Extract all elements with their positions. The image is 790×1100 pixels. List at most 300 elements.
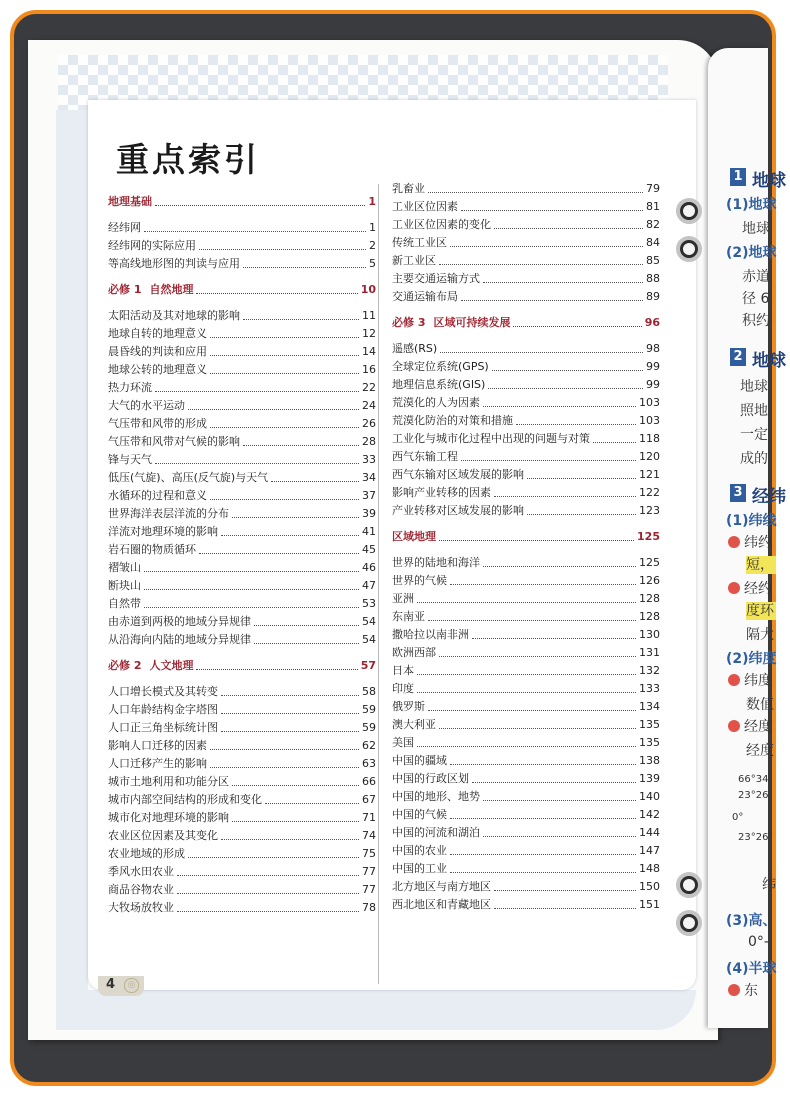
entry-label: 俄罗斯	[392, 700, 425, 713]
dot-leader	[461, 300, 643, 301]
index-entry[interactable]	[392, 643, 660, 661]
index-entry[interactable]	[392, 339, 660, 357]
entry-label: 中国的河流和湖泊	[392, 826, 480, 839]
entry-page-number: 96	[644, 316, 660, 329]
text-line: 0°-	[748, 934, 769, 950]
dot-leader	[199, 553, 359, 554]
entry-page-number: 14	[362, 345, 376, 358]
entry-label: 人口迁移产生的影响	[108, 757, 207, 770]
text-line: 地球	[742, 221, 770, 237]
entry-page-number: 142	[639, 808, 660, 821]
entry-label: 东南亚	[392, 610, 425, 623]
entry-label: 工业化与城市化过程中出现的问题与对策	[392, 432, 590, 445]
index-entry[interactable]	[108, 898, 376, 916]
index-entry[interactable]	[392, 269, 660, 287]
text-line: 径 6	[742, 291, 770, 307]
entry-page-number: 151	[639, 898, 660, 911]
entry-page-number: 148	[639, 862, 660, 875]
index-entry[interactable]	[392, 715, 660, 733]
index-entry[interactable]	[392, 679, 660, 697]
dot-leader	[450, 872, 636, 873]
entry-label: 人口正三角坐标统计图	[108, 721, 218, 734]
dot-leader	[417, 602, 636, 603]
dot-leader	[210, 337, 359, 338]
entry-label: 西气东输对区域发展的影响	[392, 468, 524, 481]
entry-page-number: 99	[646, 378, 660, 391]
entry-page-number: 1	[369, 221, 376, 234]
dot-leader	[144, 571, 359, 572]
entry-label: 区域地理	[392, 530, 436, 543]
entry-label: 城市土地利用和功能分区	[108, 775, 229, 788]
entry-page-number: 66	[362, 775, 376, 788]
index-entry[interactable]	[108, 324, 376, 342]
entry-label: 太阳活动及其对地球的影响	[108, 309, 240, 322]
entry-label: 主要交通运输方式	[392, 272, 480, 285]
index-entry[interactable]	[392, 589, 660, 607]
section-heading: 地球	[752, 351, 786, 371]
entry-page-number: 78	[362, 901, 376, 914]
index-entry[interactable]	[392, 841, 660, 859]
dot-leader	[417, 692, 636, 693]
diagram-label: 0°	[732, 812, 744, 823]
diagram-label: 23°26'	[738, 790, 772, 801]
index-entry[interactable]	[108, 468, 376, 486]
entry-label: 农业地域的形成	[108, 847, 185, 860]
entry-page-number: 138	[639, 754, 660, 767]
index-section-heading[interactable]	[392, 313, 660, 331]
sub-heading: (2)纬度	[726, 651, 777, 667]
index-entry[interactable]	[108, 486, 376, 504]
index-entry[interactable]	[392, 697, 660, 715]
entry-label: 低压(气旋)、高压(反气旋)与天气	[108, 471, 269, 484]
entry-label: 经纬网的实际应用	[108, 239, 196, 252]
index-entry[interactable]	[108, 682, 376, 700]
dot-leader	[472, 638, 636, 639]
entry-page-number: 67	[362, 793, 376, 806]
entry-label: 地理基础	[108, 195, 152, 208]
next-page	[708, 48, 786, 1028]
index-entry[interactable]	[108, 880, 376, 898]
index-entry[interactable]	[108, 522, 376, 540]
entry-page-number: 128	[639, 610, 660, 623]
index-entry[interactable]	[392, 751, 660, 769]
dot-leader	[494, 890, 636, 891]
entry-label: 大牧场放牧业	[108, 901, 174, 914]
entry-label: 欧洲西部	[392, 646, 436, 659]
entry-page-number: 37	[362, 489, 376, 502]
dot-leader	[472, 782, 636, 783]
index-entry[interactable]	[108, 718, 376, 736]
text-line: 度环	[746, 603, 774, 619]
dot-leader	[428, 192, 643, 193]
index-entry[interactable]	[392, 571, 660, 589]
entry-label: 农业区位因素及其变化	[108, 829, 218, 842]
dot-leader	[210, 749, 359, 750]
dot-leader	[440, 352, 643, 353]
entry-page-number: 58	[362, 685, 376, 698]
index-entry[interactable]	[392, 233, 660, 251]
dot-leader	[439, 656, 636, 657]
index-entry[interactable]	[392, 375, 660, 393]
dot-leader	[232, 517, 359, 518]
dot-leader	[210, 427, 359, 428]
entry-label: 人文地理	[149, 659, 194, 672]
entry-page-number: 57	[360, 659, 376, 672]
entry-label: 工业区位因素	[392, 200, 458, 213]
index-entry[interactable]	[108, 396, 376, 414]
entry-label: 自然地理	[149, 283, 194, 296]
entry-page-number: 79	[646, 182, 660, 195]
index-entry[interactable]	[108, 844, 376, 862]
entry-label: 中国的农业	[392, 844, 447, 857]
entry-page-number: 150	[639, 880, 660, 893]
sub-heading: (3)高、	[726, 913, 777, 929]
entry-label: 褶皱山	[108, 561, 141, 574]
index-section-heading[interactable]	[392, 527, 660, 545]
entry-page-number: 144	[639, 826, 660, 839]
entry-label: 美国	[392, 736, 414, 749]
text-line: 积约	[742, 313, 770, 329]
index-entry[interactable]	[108, 772, 376, 790]
entry-page-number: 135	[639, 736, 660, 749]
binder-ring-icon	[676, 236, 702, 262]
dot-leader	[450, 764, 636, 765]
entry-page-number: 89	[646, 290, 660, 303]
dot-leader	[177, 875, 359, 876]
dot-leader	[450, 584, 636, 585]
index-entry[interactable]	[108, 700, 376, 718]
text-line: 经度	[744, 719, 772, 735]
index-entry[interactable]	[108, 378, 376, 396]
entry-label: 区域可持续发展	[433, 316, 511, 329]
dot-leader	[221, 535, 359, 536]
dot-leader	[439, 540, 634, 541]
entry-page-number: 132	[639, 664, 660, 677]
dot-leader	[232, 821, 359, 822]
text-line: 东	[744, 983, 758, 999]
entry-page-number: 77	[362, 865, 376, 878]
dot-leader	[450, 818, 636, 819]
index-entry[interactable]	[392, 429, 660, 447]
dot-leader	[450, 854, 636, 855]
entry-label: 热力环流	[108, 381, 152, 394]
dot-leader	[254, 625, 359, 626]
entry-label: 晨昏线的判读和应用	[108, 345, 207, 358]
index-entry[interactable]	[392, 661, 660, 679]
entry-label: 世界的气候	[392, 574, 447, 587]
entry-page-number: 47	[362, 579, 376, 592]
dot-leader	[188, 409, 359, 410]
dot-leader	[144, 607, 359, 608]
index-entry[interactable]	[392, 553, 660, 571]
entry-page-number: 82	[646, 218, 660, 231]
index-entry[interactable]	[108, 414, 376, 432]
section-number-box: 2	[730, 348, 746, 366]
entry-page-number: 59	[362, 703, 376, 716]
entry-label: 西北地区和青藏地区	[392, 898, 491, 911]
dot-leader	[196, 669, 357, 670]
dot-leader	[417, 674, 636, 675]
entry-label: 气压带和风带的形成	[108, 417, 207, 430]
entry-label: 锋与天气	[108, 453, 152, 466]
dot-leader	[199, 249, 366, 250]
entry-label: 交通运输布局	[392, 290, 458, 303]
entry-page-number: 59	[362, 721, 376, 734]
index-column-right	[392, 179, 660, 913]
index-entry[interactable]	[392, 411, 660, 429]
entry-label: 人口增长模式及其转变	[108, 685, 218, 698]
text-line: 经度	[746, 743, 774, 759]
entry-page-number: 103	[639, 414, 660, 427]
dot-leader	[155, 463, 359, 464]
entry-label: 影响产业转移的因素	[392, 486, 491, 499]
entry-label: 人口年龄结构金字塔图	[108, 703, 218, 716]
dot-leader	[461, 460, 636, 461]
index-entry[interactable]	[392, 805, 660, 823]
dot-leader	[144, 231, 366, 232]
entry-page-number: 123	[639, 504, 660, 517]
index-entry[interactable]	[108, 576, 376, 594]
index-entry[interactable]	[108, 236, 376, 254]
dot-leader	[439, 728, 636, 729]
dot-leader	[527, 478, 636, 479]
dot-leader	[243, 445, 359, 446]
index-entry[interactable]	[108, 808, 376, 826]
entry-page-number: 33	[362, 453, 376, 466]
dot-leader	[271, 481, 359, 482]
dot-leader	[243, 267, 366, 268]
entry-label: 断块山	[108, 579, 141, 592]
entry-page-number: 54	[362, 615, 376, 628]
text-line: 赤道	[742, 269, 770, 285]
binder-ring-icon	[676, 910, 702, 936]
dot-leader	[439, 264, 643, 265]
dot-leader	[221, 713, 359, 714]
index-entry[interactable]	[108, 432, 376, 450]
entry-label: 商品谷物农业	[108, 883, 174, 896]
entry-label: 季风水田农业	[108, 865, 174, 878]
index-entry[interactable]	[392, 465, 660, 483]
index-entry[interactable]	[108, 254, 376, 272]
dot-leader	[483, 406, 636, 407]
index-entry[interactable]	[108, 342, 376, 360]
dot-leader	[527, 514, 636, 515]
index-entry[interactable]	[392, 607, 660, 625]
entry-label: 气压带和风带对气候的影响	[108, 435, 240, 448]
entry-page-number: 77	[362, 883, 376, 896]
dot-leader	[221, 731, 359, 732]
index-entry[interactable]	[108, 504, 376, 522]
entry-page-number: 98	[646, 342, 660, 355]
dot-leader	[483, 566, 636, 567]
bullet-icon	[728, 536, 740, 548]
dot-leader	[221, 695, 359, 696]
index-entry[interactable]	[108, 612, 376, 630]
index-entry[interactable]	[392, 287, 660, 305]
index-entry[interactable]	[108, 450, 376, 468]
sub-heading: (2)地球	[726, 245, 777, 261]
entry-page-number: 46	[362, 561, 376, 574]
index-entry[interactable]	[392, 483, 660, 501]
index-entry[interactable]	[392, 859, 660, 877]
page-title: 重点索引	[116, 140, 260, 179]
entry-label: 经纬网	[108, 221, 141, 234]
dot-leader	[155, 391, 359, 392]
text-line: 照地	[740, 403, 768, 419]
index-entry[interactable]	[392, 877, 660, 895]
entry-label: 印度	[392, 682, 414, 695]
text-line: 纬	[762, 877, 776, 893]
section-number: 必修 3	[392, 316, 426, 329]
entry-label: 地球公转的地理意义	[108, 363, 207, 376]
index-entry[interactable]	[108, 862, 376, 880]
index-entry[interactable]	[392, 501, 660, 519]
entry-page-number: 135	[639, 718, 660, 731]
entry-label: 由赤道到两极的地域分异规律	[108, 615, 251, 628]
entry-label: 中国的气候	[392, 808, 447, 821]
index-entry[interactable]	[392, 357, 660, 375]
section-number-box: 3	[730, 484, 746, 502]
dot-leader	[494, 908, 636, 909]
entry-page-number: 88	[646, 272, 660, 285]
index-entry[interactable]	[108, 306, 376, 324]
index-entry[interactable]	[108, 736, 376, 754]
index-entry[interactable]	[108, 540, 376, 558]
index-entry[interactable]	[392, 447, 660, 465]
dot-leader	[593, 442, 636, 443]
entry-label: 产业转移对区域发展的影响	[392, 504, 524, 517]
side-band	[56, 110, 88, 1010]
sub-heading: (1)地球	[726, 197, 777, 213]
text-line: 隔大	[746, 627, 774, 643]
entry-label: 传统工业区	[392, 236, 447, 249]
index-entry[interactable]	[392, 215, 660, 233]
entry-label: 西气东输工程	[392, 450, 458, 463]
bullet-icon	[728, 984, 740, 996]
dot-leader	[417, 746, 636, 747]
index-entry[interactable]	[108, 360, 376, 378]
entry-page-number: 34	[362, 471, 376, 484]
entry-page-number: 39	[362, 507, 376, 520]
index-entry[interactable]	[392, 733, 660, 751]
entry-page-number: 11	[362, 309, 376, 322]
section-heading: 地球	[752, 171, 786, 191]
entry-page-number: 81	[646, 200, 660, 213]
index-entry[interactable]	[392, 823, 660, 841]
dot-leader	[177, 911, 359, 912]
index-entry[interactable]	[392, 197, 660, 215]
sub-heading: (1)纬线	[726, 513, 777, 529]
entry-page-number: 74	[362, 829, 376, 842]
entry-page-number: 41	[362, 525, 376, 538]
dot-leader	[428, 620, 636, 621]
index-section-heading[interactable]	[108, 280, 376, 298]
index-entry[interactable]	[392, 769, 660, 787]
entry-page-number: 125	[639, 556, 660, 569]
dot-leader	[428, 710, 636, 711]
dot-leader	[513, 326, 641, 327]
index-entry[interactable]	[392, 787, 660, 805]
entry-label: 中国的地形、地势	[392, 790, 480, 803]
entry-page-number: 62	[362, 739, 376, 752]
entry-label: 亚洲	[392, 592, 414, 605]
diagram-label: 23°26'	[738, 832, 772, 843]
entry-label: 从沿海向内陆的地域分异规律	[108, 633, 251, 646]
dot-leader	[492, 370, 643, 371]
index-section-heading[interactable]	[108, 656, 376, 674]
entry-page-number: 147	[639, 844, 660, 857]
index-entry[interactable]	[108, 594, 376, 612]
index-entry[interactable]	[392, 393, 660, 411]
dot-leader	[265, 803, 359, 804]
dot-leader	[232, 785, 359, 786]
dot-leader	[221, 839, 359, 840]
entry-label: 城市化对地理环境的影响	[108, 811, 229, 824]
entry-page-number: 26	[362, 417, 376, 430]
index-entry[interactable]	[108, 218, 376, 236]
entry-page-number: 22	[362, 381, 376, 394]
entry-label: 澳大利亚	[392, 718, 436, 731]
text-line: 短，	[746, 557, 774, 573]
dot-leader	[494, 496, 636, 497]
page-mark: ◎	[124, 978, 139, 993]
entry-label: 遥感(RS)	[392, 342, 438, 355]
entry-page-number: 1	[368, 195, 376, 208]
index-entry[interactable]	[108, 630, 376, 648]
dot-leader	[155, 205, 365, 206]
text-line: 纬约	[744, 535, 772, 551]
index-entry[interactable]	[108, 826, 376, 844]
index-entry[interactable]	[392, 895, 660, 913]
entry-label: 等高线地形图的判读与应用	[108, 257, 240, 270]
entry-label: 乳畜业	[392, 182, 425, 195]
index-entry[interactable]	[108, 558, 376, 576]
dot-leader	[483, 836, 636, 837]
entry-page-number: 140	[639, 790, 660, 803]
bottom-band	[56, 990, 696, 1030]
entry-page-number: 16	[362, 363, 376, 376]
entry-page-number: 130	[639, 628, 660, 641]
entry-page-number: 84	[646, 236, 660, 249]
entry-label: 地理信息系统(GIS)	[392, 378, 486, 391]
entry-page-number: 2	[369, 239, 376, 252]
entry-page-number: 28	[362, 435, 376, 448]
dot-leader	[494, 228, 643, 229]
entry-page-number: 54	[362, 633, 376, 646]
diagram-label: 66°34'	[738, 774, 772, 785]
entry-label: 新工业区	[392, 254, 436, 267]
entry-label: 中国的疆域	[392, 754, 447, 767]
index-entry[interactable]	[392, 251, 660, 269]
dot-leader	[210, 767, 359, 768]
dot-leader	[177, 893, 359, 894]
sub-heading: (4)半球	[726, 961, 777, 977]
index-entry[interactable]	[392, 179, 660, 197]
index-section-heading[interactable]	[108, 192, 376, 210]
entry-label: 中国的行政区划	[392, 772, 469, 785]
dot-leader	[450, 246, 643, 247]
index-entry[interactable]	[108, 790, 376, 808]
text-line: 一定	[740, 427, 768, 443]
entry-label: 自然带	[108, 597, 141, 610]
entry-label: 大气的水平运动	[108, 399, 185, 412]
text-line: 成的	[740, 451, 768, 467]
index-entry[interactable]	[108, 754, 376, 772]
entry-label: 撒哈拉以南非洲	[392, 628, 469, 641]
index-entry[interactable]	[392, 625, 660, 643]
entry-label: 洋流对地理环境的影响	[108, 525, 218, 538]
dot-leader	[210, 355, 359, 356]
